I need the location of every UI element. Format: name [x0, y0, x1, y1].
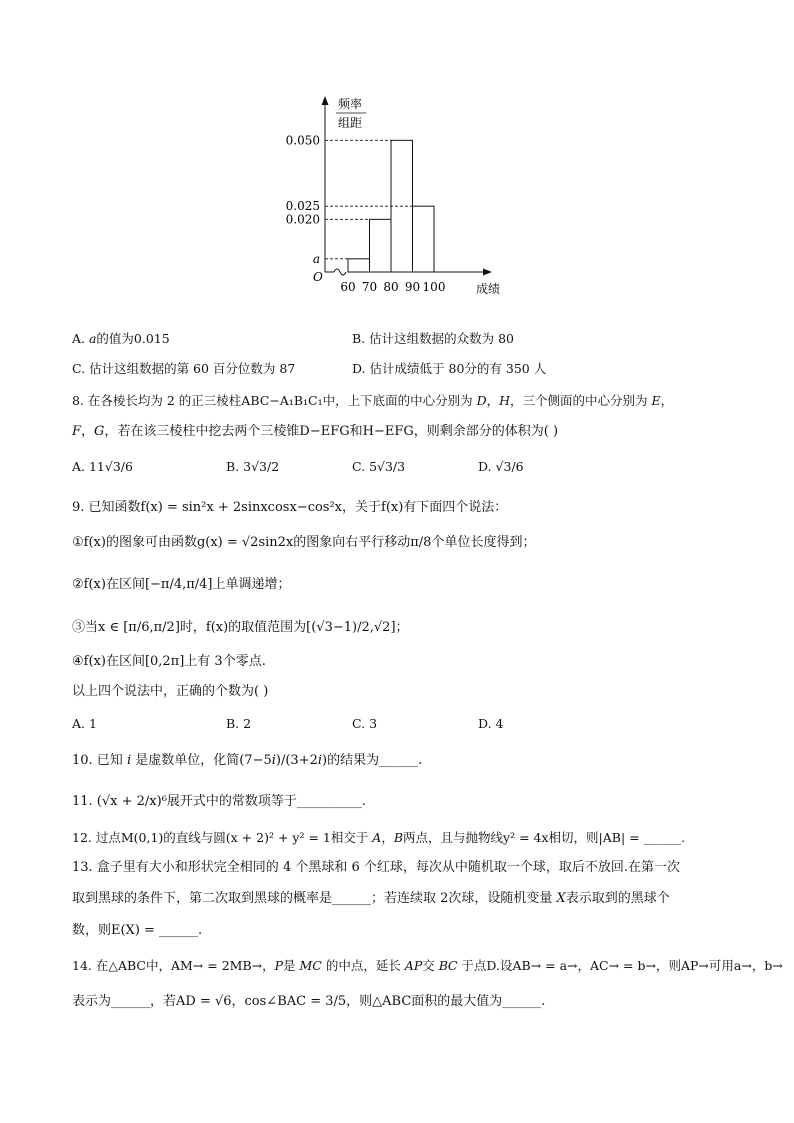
- q9-option-a: A. 1: [72, 716, 97, 731]
- q7-option-c: C. 估计这组数据的第 60 百分位数为 87: [72, 361, 296, 376]
- q9-statement-4: ④f(x)在区间[0,2π]上有 3个零点.: [72, 654, 266, 669]
- q13-line-3: 数，则E(X) = ______.: [72, 923, 203, 938]
- x-axis-label: 成绩: [476, 282, 501, 296]
- x-axis-arrow: [483, 269, 492, 276]
- y-tick-label: a: [312, 251, 320, 266]
- q8-option-c: C. 5√3/3: [352, 459, 406, 474]
- q9-statement-1: ①f(x)的图象可由函数g(x) = √2sin2x的图象向右平行移动π/8个单位长度得到；: [72, 535, 536, 550]
- q7-option-d: D. 估计成绩低于 80分的有 350 人: [352, 361, 547, 376]
- q8-line-1: 8. 在各棱长均为 2 的正三棱柱ABC−A₁B₁C₁中，上下底面的中心分别为 𝐷，𝐻，三个侧面的中心分别为 𝐸，: [72, 393, 674, 408]
- q11-question: 11. (√x + 2/x)⁶展开式中的常数项等于__________.: [72, 794, 367, 809]
- frequency-histogram: [270, 88, 520, 303]
- y-label-top: 频率: [338, 97, 363, 111]
- q9-option-c: C. 3: [352, 716, 378, 731]
- q9-statement-2: ②f(x)在区间[−π/4,π/4]上单调递增；: [72, 577, 291, 592]
- q9-option-b: B. 2: [226, 716, 252, 731]
- histogram-bar: [413, 206, 435, 272]
- q12-question: 12. 过点M(0,1)的直线与圆(x + 2)² + y² = 1相交于 𝐴，𝐵两点，且与抛物线y² = 4x相切，则|AB| = ______.: [72, 830, 686, 845]
- q10-question: 10. 已知 𝑖 是虚数单位，化简(7−5𝑖)/(3+2𝑖)的结果为______.: [72, 753, 423, 768]
- q7-option-b: B. 估计这组数据的众数为 80: [352, 331, 515, 346]
- y-tick-label: 0.025: [285, 199, 320, 214]
- q14-line-2: 表示为______，若AD = √6，cos∠BAC = 3/5，则△ABC面积的最大值为______.: [72, 994, 546, 1009]
- q9-question: 以上四个说法中，正确的个数为( ): [72, 684, 269, 699]
- x-tick-label: 80: [383, 280, 399, 294]
- histogram-bar: [370, 219, 392, 272]
- q9-stem: 9. 已知函数f(x) = sin²x + 2sinxcosx−cos²x，关于f(x)有下面四个说法：: [72, 500, 508, 515]
- x-tick-label: 90: [404, 280, 421, 294]
- y-axis-arrow: [322, 96, 329, 105]
- axis-break-icon: [334, 269, 346, 275]
- origin-label: O: [313, 270, 323, 284]
- q7-option-a: A. 𝑎的值为0.015: [72, 331, 170, 346]
- histogram-bar: [348, 259, 370, 272]
- q13-line-2: 取到黑球的条件下，第二次取到黑球的概率是______；若连续取 2次球，设随机变量 𝑋表示取到的黑球个: [72, 891, 670, 906]
- x-tick-label: 70: [361, 280, 378, 294]
- q14-line-1: 14. 在△ABC中，AM→ = 2MB→，𝑃是 𝑀𝐶 的中点，延长 𝐴𝑃交 𝐵𝐶 于点D.设AB→ = a→，AC→ = b→，则AP→可用a→，b→: [72, 958, 783, 973]
- y-tick-label: 0.050: [285, 133, 320, 148]
- x-tick-label: 60: [340, 280, 356, 294]
- x-tick-label: 100: [422, 280, 446, 294]
- y-tick-label: 0.020: [285, 212, 320, 227]
- y-label-bottom: 组距: [338, 116, 363, 130]
- q13-line-1: 13. 盒子里有大小和形状完全相同的 4 个黑球和 6 个红球，每次从中随机取一个球，取后不放回.在第一次: [72, 860, 681, 875]
- q8-line-2: 𝐹，𝐺，若在该三棱柱中挖去两个三棱锥D−EFG和H−EFG，则剩余部分的体积为( ): [72, 424, 559, 439]
- q8-option-a: A. 11√3/6: [72, 459, 133, 474]
- q9-option-d: D. 4: [478, 716, 504, 731]
- q9-statement-3: ③当x ∈ [π/6,π/2]时，f(x)的取值范围为[(√3−1)/2,√2]；: [72, 620, 409, 635]
- q8-option-b: B. 3√3/2: [226, 459, 280, 474]
- q8-option-d: D. √3/6: [478, 459, 524, 474]
